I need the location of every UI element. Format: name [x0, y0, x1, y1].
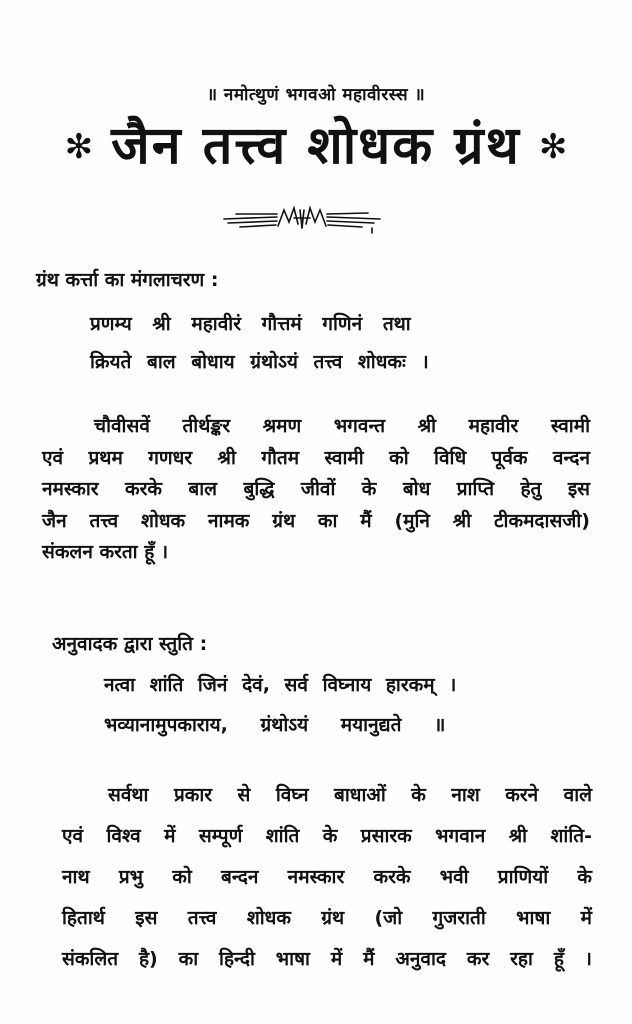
paragraph-line: चौवीसवें तीर्थङ्कर श्रमण भगवन्त श्री महावीर स्वामी [94, 415, 590, 437]
paragraph-line: संकलित है) का हिन्दी भाषा में मैं अनुवाद कर रहा हूँ । [62, 948, 592, 970]
translator-verse-line-2: भव्यानामुपकाराय, ग्रंथोऽयं मयानुद्यते ॥ [104, 714, 446, 736]
paragraph-line: सर्वथा प्रकार से विघ्न बाधाओं के नाश करने वाले [108, 784, 592, 806]
asterisk-ornament-icon: ✻ [538, 126, 568, 167]
author-invocation-heading: ग्रंथ कर्त्ता का मंगलाचरण : [36, 269, 219, 291]
paragraph-line: संकलन करता हूँ । [42, 541, 169, 563]
translator-praise-heading: अनुवादक द्वारा स्तुति : [52, 633, 208, 655]
paragraph-line: एवं प्रथम गणधर श्री गौतम स्वामी को विधि पूर्वक वन्दन [42, 446, 590, 469]
asterisk-ornament-icon: ✻ [64, 126, 94, 167]
translator-verse-line-1: नत्वा शांति जिनं देवं, सर्व विघ्नाय हारकम् । [104, 674, 457, 696]
author-verse-line-1: प्रणम्य श्री महावीरं गौत्तमं गणिनं तथा [90, 313, 411, 335]
paragraph-line: नमस्कार करके बाल बुद्धि जीवों के बोध प्राप्ति हेतु इस [42, 478, 590, 500]
invocation-line: ॥ नमोत्थुणं भगवओ महावीरस्स ॥ [206, 85, 426, 105]
author-verse-line-2: क्रियते बाल बोधाय ग्रंथोऽयं तत्त्व शोधकः । [90, 351, 429, 373]
paragraph-translation-note [62, 775, 592, 980]
paragraph-line: हितार्थ इस तत्त्व शोधक ग्रंथ (जो गुजराती भाषा में [62, 907, 592, 929]
title-row [0, 118, 632, 175]
paragraph-line: नाथ प्रभु को बन्दन नमस्कार करके भवी प्राणियों के [62, 866, 592, 888]
paragraph-dedication [42, 411, 590, 569]
book-title: जैन तत्त्व शोधक ग्रंथ [111, 116, 521, 176]
paragraph-line: जैन तत्त्व शोधक नामक ग्रंथ का मैं (मुनि श्री टीकमदासजी) [42, 509, 590, 532]
paragraph-line: एवं विश्व में सम्पूर्ण शांति के प्रसारक भगवान श्री शांति- [62, 825, 592, 847]
decorative-divider-icon [222, 204, 382, 234]
